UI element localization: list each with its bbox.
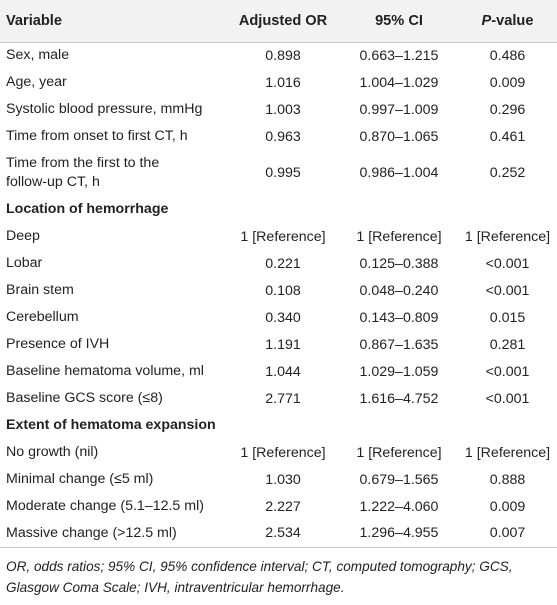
table-row <box>0 123 557 150</box>
cell-or: 0.963 <box>265 128 301 145</box>
table-row <box>0 439 557 466</box>
cell-or: 0.221 <box>265 255 301 272</box>
cell-ci: 1.004–1.029 <box>359 74 439 91</box>
cell-ci: 0.143–0.809 <box>359 309 439 326</box>
table-row <box>0 358 557 385</box>
cell-p: 0.252 <box>489 165 526 181</box>
header-p-italic: P <box>481 12 492 29</box>
section-heading-row <box>0 196 557 223</box>
cell-ci: 0.663–1.215 <box>359 47 439 64</box>
table-row <box>0 277 557 304</box>
cell-ci: 1 [Reference] <box>356 444 442 461</box>
cell-ci: 0.997–1.009 <box>359 101 439 118</box>
table-row <box>0 466 557 493</box>
cell-variable: No growth (nil) <box>6 444 99 460</box>
cell-variable: Lobar <box>6 255 43 271</box>
cell-or: 1 [Reference] <box>240 228 326 245</box>
cell-p: <0.001 <box>485 390 530 407</box>
cell-variable <box>0 150 226 196</box>
cell-p: 0.009 <box>489 498 526 515</box>
table-row <box>0 493 557 520</box>
cell-or: 1.030 <box>265 471 301 488</box>
section-heading: Location of hemorrhage <box>6 201 169 217</box>
table-row <box>0 520 557 547</box>
cell-or: 1.003 <box>265 101 301 118</box>
cell-or: 2.771 <box>265 390 301 407</box>
header-p-value <box>458 0 557 42</box>
header-ci: 95% CI <box>375 12 423 29</box>
cell-variable: Baseline hematoma volume, ml <box>6 363 204 379</box>
cell-variable: Systolic blood pressure, mmHg <box>6 101 203 117</box>
cell-or: 0.340 <box>265 309 301 326</box>
cell-variable: Presence of IVH <box>6 336 110 352</box>
cell-or: 0.995 <box>265 165 301 181</box>
cell-variable: Sex, male <box>6 47 70 64</box>
cell-p: 0.281 <box>489 336 526 353</box>
table-row <box>0 223 557 250</box>
cell-or: 0.108 <box>265 282 301 299</box>
cell-variable: Brain stem <box>6 282 74 298</box>
table-row <box>0 96 557 123</box>
cell-or: 1.016 <box>265 74 301 91</box>
cell-ci: 0.870–1.065 <box>359 128 439 145</box>
table-row <box>0 385 557 412</box>
cell-p: <0.001 <box>485 282 530 299</box>
cell-variable-line1: Time from the first to the <box>6 155 160 171</box>
cell-variable-line2: follow-up CT, h <box>6 174 100 190</box>
cell-or: 1.191 <box>265 336 301 353</box>
cell-ci: 0.867–1.635 <box>359 336 439 353</box>
cell-p: 0.007 <box>489 525 526 542</box>
header-p-rest: -value <box>491 12 534 29</box>
cell-or: 2.534 <box>265 525 301 542</box>
cell-ci: 0.679–1.565 <box>359 471 439 488</box>
table-row <box>0 331 557 358</box>
cell-p: 0.888 <box>489 471 526 488</box>
cell-or: 0.898 <box>265 47 301 64</box>
cell-variable: Cerebellum <box>6 309 79 325</box>
cell-or: 1.044 <box>265 363 301 380</box>
cell-or: 2.227 <box>265 498 301 515</box>
header-variable: Variable <box>6 12 62 29</box>
cell-variable: Massive change (>12.5 ml) <box>6 524 177 541</box>
cell-ci: 1 [Reference] <box>356 228 442 245</box>
cell-p: 0.009 <box>489 74 526 91</box>
cell-ci: 1.616–4.752 <box>359 390 439 407</box>
cell-variable: Moderate change (5.1–12.5 ml) <box>6 498 204 514</box>
cell-p: <0.001 <box>485 363 530 380</box>
table-row <box>0 304 557 331</box>
table-footnote: OR, odds ratios; 95% CI, 95% confidence interval; CT, computed tomography; GCS, Glasgow Coma Scale; IVH, intraventricular hemorrhage. <box>6 558 513 595</box>
cell-ci: 1.222–4.060 <box>359 498 439 515</box>
cell-variable: Minimal change (≤5 ml) <box>6 471 154 487</box>
cell-variable: Deep <box>6 228 40 244</box>
header-adjusted-or: Adjusted OR <box>238 12 328 29</box>
cell-ci: 0.986–1.004 <box>359 165 439 181</box>
cell-variable: Baseline GCS score (≤8) <box>6 390 163 406</box>
cell-or: 1 [Reference] <box>240 444 326 461</box>
cell-p: <0.001 <box>485 255 530 272</box>
cell-p: 1 [Reference] <box>464 444 551 461</box>
table-row <box>0 69 557 96</box>
section-heading: Extent of hematoma expansion <box>6 417 216 433</box>
cell-p: 0.486 <box>489 47 526 64</box>
table-row <box>0 42 557 69</box>
cell-p: 0.461 <box>489 128 526 145</box>
cell-ci: 0.125–0.388 <box>359 255 439 272</box>
cell-variable: Time from onset to first CT, h <box>6 128 188 144</box>
cell-p: 1 [Reference] <box>464 228 551 245</box>
cell-variable: Age, year <box>6 74 67 90</box>
cell-p: 0.296 <box>489 101 526 118</box>
cell-ci: 1.296–4.955 <box>359 525 439 542</box>
section-heading-row <box>0 412 557 439</box>
table-header-row <box>0 0 557 42</box>
cell-p: 0.015 <box>489 309 526 326</box>
cell-ci: 1.029–1.059 <box>359 363 439 380</box>
table-row <box>0 150 557 196</box>
table-row <box>0 250 557 277</box>
cell-ci: 0.048–0.240 <box>359 282 439 299</box>
